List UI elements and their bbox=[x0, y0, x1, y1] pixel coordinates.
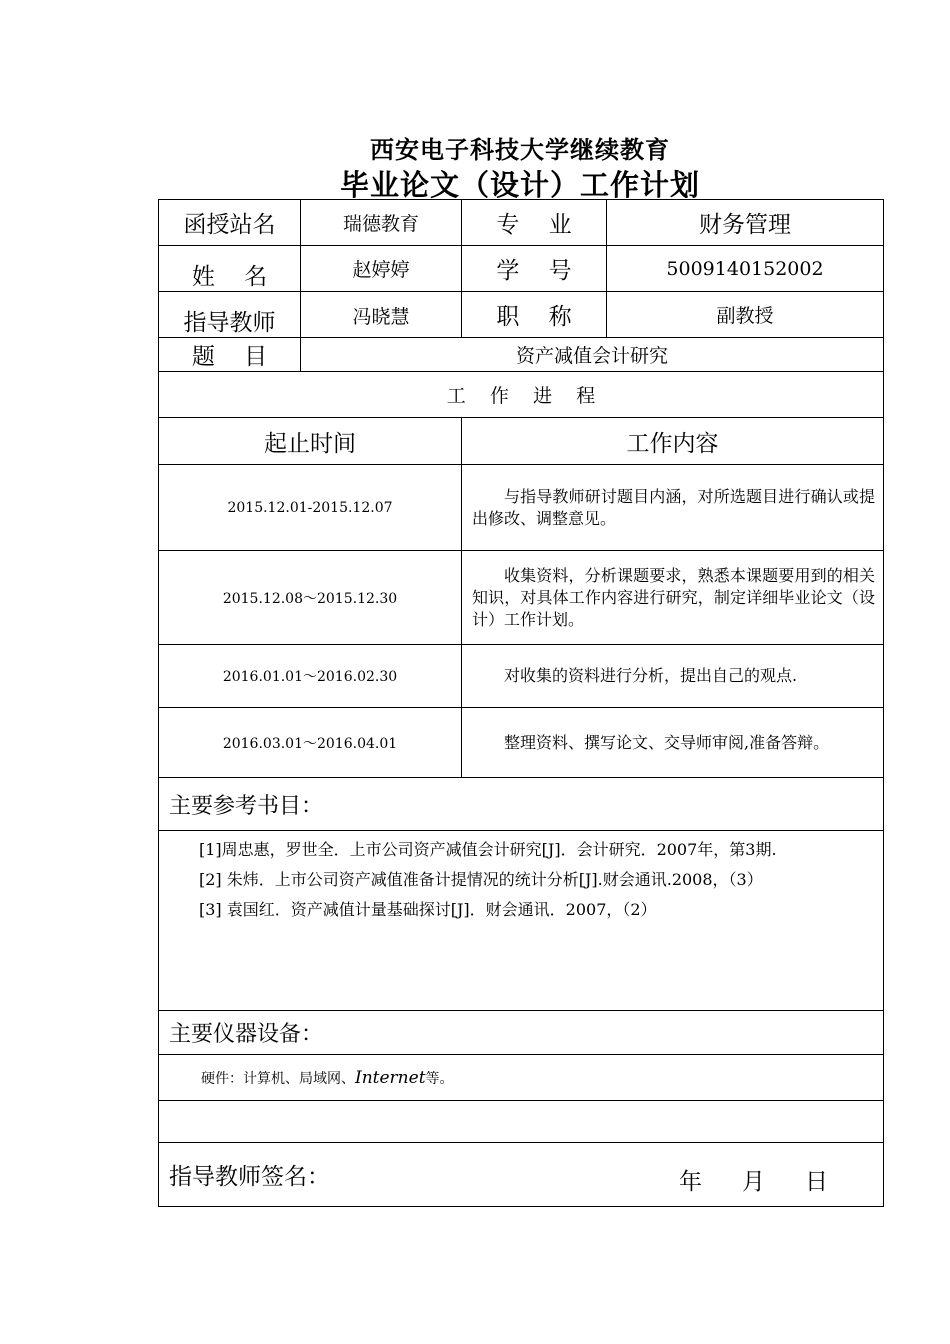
progress-row bbox=[159, 465, 884, 551]
work-plan-form bbox=[158, 199, 884, 1207]
rank-value: 副教授 bbox=[607, 292, 884, 338]
hardware-suffix: 等。 bbox=[425, 1070, 454, 1087]
references-list bbox=[159, 831, 884, 1011]
progress-time: 2016.01.01～2016.02.30 bbox=[159, 645, 462, 708]
document-title-line1: 西安电子科技大学继续教育 bbox=[370, 135, 670, 164]
progress-row bbox=[159, 645, 884, 708]
name-label: 姓 名 bbox=[159, 246, 301, 292]
name-value: 赵婷婷 bbox=[301, 246, 462, 292]
progress-section-label: 工 作 进 程 bbox=[159, 372, 884, 418]
reference-item: [1]周忠惠，罗世全．上市公司资产减值会计研究[J]．会计研究．2007年，第3期. bbox=[199, 840, 777, 859]
topic-value: 资产减值会计研究 bbox=[301, 338, 884, 372]
signature-label: 指导教师签名： bbox=[169, 1164, 330, 1190]
major-value: 财务管理 bbox=[607, 200, 884, 246]
progress-content: 整理资料、撰写论文、交导师审阅,准备答辩。 bbox=[462, 708, 884, 778]
document-title-line2: 毕业论文（设计）工作计划 bbox=[339, 168, 700, 202]
signature-day: 日 bbox=[805, 1169, 828, 1195]
signature-year: 年 bbox=[679, 1169, 702, 1195]
progress-content: 收集资料，分析课题要求，熟悉本课题要用到的相关知识，对具体工作内容进行研究，制定详细毕业论文（设计）工作计划。 bbox=[462, 551, 884, 645]
hardware-prefix: 硬件：计算机、局域网、 bbox=[201, 1070, 355, 1087]
reference-item: [2] 朱炜．上市公司资产减值准备计提情况的统计分析[J].财会通讯.2008，（3） bbox=[199, 870, 763, 889]
equipment-label: 主要仪器设备： bbox=[159, 1011, 884, 1055]
station-label: 函授站名 bbox=[159, 200, 301, 246]
signature-date bbox=[679, 1163, 828, 1196]
column-header-time: 起止时间 bbox=[159, 418, 462, 465]
topic-label: 题 目 bbox=[159, 338, 301, 372]
column-header-content: 工作内容 bbox=[462, 418, 884, 465]
advisor-value: 冯晓慧 bbox=[301, 292, 462, 338]
references-label: 主要参考书目： bbox=[159, 778, 884, 831]
progress-time: 2015.12.01-2015.12.07 bbox=[159, 465, 462, 551]
student-id-label: 学 号 bbox=[462, 246, 607, 292]
rank-label: 职 称 bbox=[462, 292, 607, 338]
progress-time: 2016.03.01～2016.04.01 bbox=[159, 708, 462, 778]
progress-row bbox=[159, 708, 884, 778]
major-label: 专 业 bbox=[462, 200, 607, 246]
station-value: 瑞德教育 bbox=[301, 200, 462, 246]
blank-row bbox=[159, 1101, 884, 1143]
equipment-hardware bbox=[159, 1055, 884, 1101]
progress-content: 与指导教师研讨题目内涵，对所选题目进行确认或提出修改、调整意见。 bbox=[462, 465, 884, 551]
progress-time: 2015.12.08～2015.12.30 bbox=[159, 551, 462, 645]
reference-item: [3] 袁国红．资产减值计量基础探讨[J]．财会通讯．2007，（2） bbox=[199, 900, 657, 919]
hardware-internet: Internet bbox=[355, 1067, 426, 1088]
progress-content: 对收集的资料进行分析，提出自己的观点. bbox=[462, 645, 884, 708]
signature-month: 月 bbox=[742, 1169, 765, 1195]
progress-row bbox=[159, 551, 884, 645]
advisor-label: 指导教师 bbox=[159, 292, 301, 338]
signature-row bbox=[159, 1143, 884, 1207]
student-id-value: 5009140152002 bbox=[607, 246, 884, 292]
